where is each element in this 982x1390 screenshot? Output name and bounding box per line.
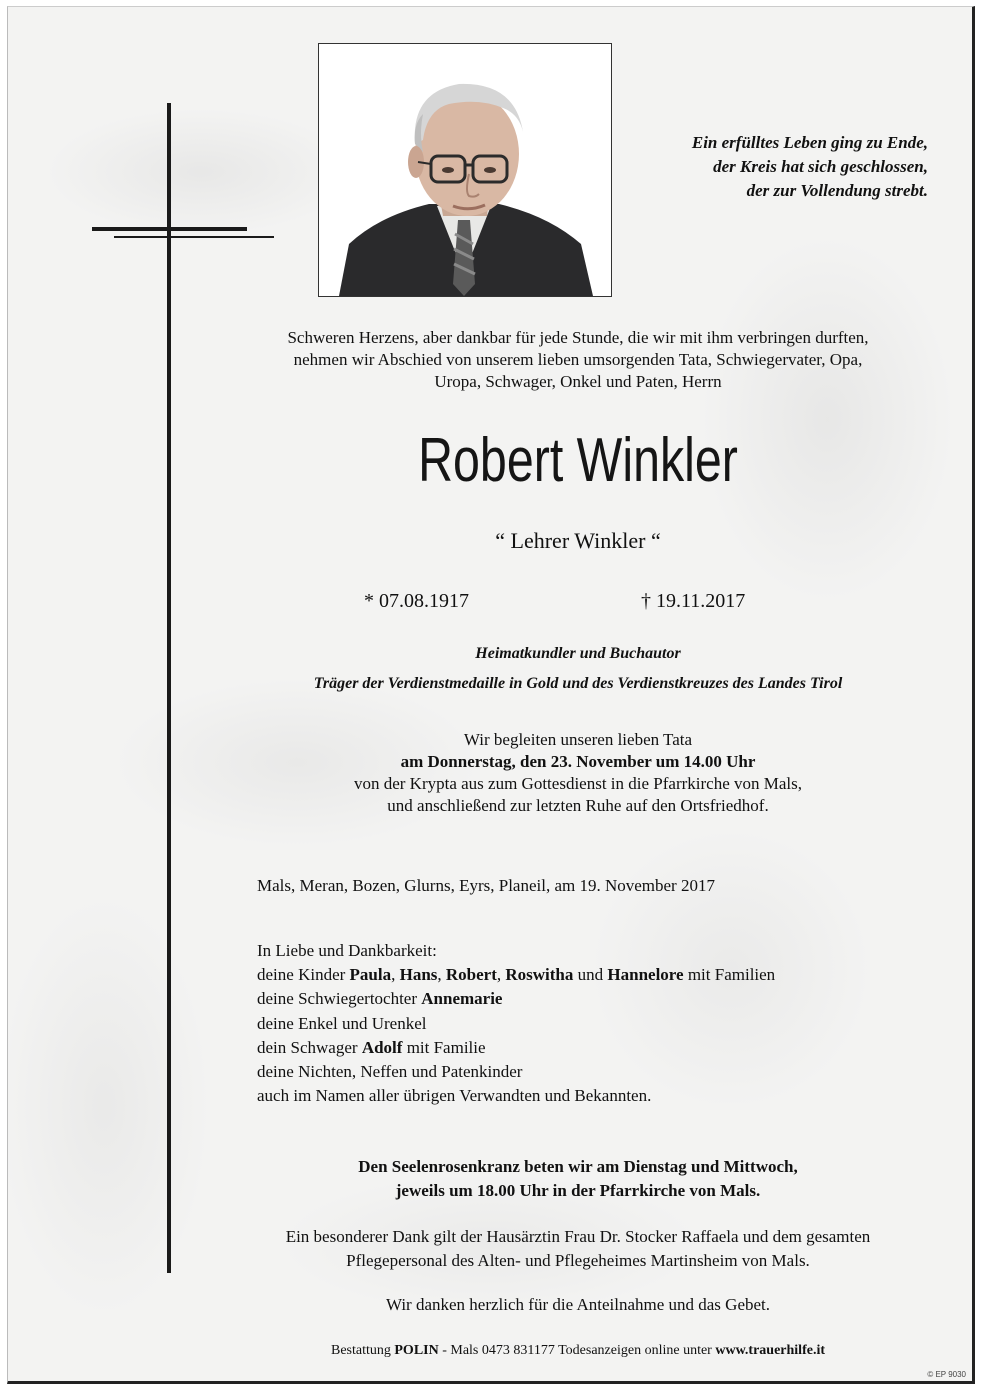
motto-line: der Kreis hat sich geschlossen, <box>713 157 928 176</box>
portrait-illustration <box>319 44 611 296</box>
mourners-children: deine Kinder Paula, Hans, Robert, Roswitha und Hannelore mit Familien <box>257 965 776 985</box>
funeral-details <box>208 729 948 817</box>
mourners-brother-in-law: dein Schwager Adolf mit Familie <box>257 1037 486 1057</box>
cross-horizontal-bar <box>92 227 247 231</box>
intro-line: nehmen wir Abschied von unserem lieben umsorgenden Tata, Schwiegervater, Opa, <box>293 350 863 369</box>
mourners-heading: In Liebe und Dankbarkeit: <box>257 941 437 960</box>
honors-titles <box>208 639 948 699</box>
thanks-line: Pflegepersonal des Alten- und Pflegeheimes Martinsheim von Mals. <box>346 1251 810 1270</box>
birth-date: * 07.08.1917 <box>364 590 469 612</box>
cross-vertical-bar <box>167 103 171 1273</box>
funeral-line: von der Krypta aus zum Gottesdienst in die Pfarrkirche von Mals, <box>353 774 803 793</box>
funeral-datetime: am Donnerstag, den 23. November um 14.00 Uhr <box>400 752 756 771</box>
special-thanks <box>208 1225 948 1273</box>
gratitude-line: Wir danken herzlich für die Anteilnahme und das Gebet. <box>385 1295 771 1314</box>
intro-line: Uropa, Schwager, Onkel und Paten, Herrn <box>434 372 722 391</box>
funeral-home-name: POLIN <box>394 1343 439 1358</box>
intro-line: Schweren Herzens, aber dankbar für jede Stunde, die wir mit ihm verbringen durften, <box>287 328 869 347</box>
thanks-line: Ein besonderer Dank gilt der Hausärztin Frau Dr. Stocker Raffaela und dem gesamten <box>285 1227 871 1246</box>
motto-line: der zur Vollendung strebt. <box>746 181 928 200</box>
funeral-home-footer: Bestattung POLIN - Mals 0473 831177 Todesanzeigen online unter www.trauerhilfe.it <box>330 1343 826 1358</box>
title-line: Heimatkundler und Buchautor <box>475 645 681 662</box>
funeral-line: Wir begleiten unseren lieben Tata <box>463 730 693 749</box>
obituary-sheet <box>7 6 975 1384</box>
print-code: © EP 9030 <box>927 1370 966 1379</box>
place-and-date: Mals, Meran, Bozen, Glurns, Eyrs, Planeil, am 19. November 2017 <box>257 876 715 895</box>
funeral-line: und anschließend zur letzten Ruhe auf den Ortsfriedhof. <box>387 796 769 815</box>
death-date: † 19.11.2017 <box>641 590 746 612</box>
deceased-name: Robert Winkler <box>418 426 738 495</box>
mourners-list <box>257 939 775 1108</box>
mourners-grandchildren: deine Enkel und Urenkel <box>257 1013 427 1033</box>
title-line: Träger der Verdienstmedaille in Gold und des Verdienstkreuzes des Landes Tirol <box>313 675 843 692</box>
portrait-photo <box>318 43 612 297</box>
motto-line: Ein erfülltes Leben ging zu Ende, <box>691 133 928 152</box>
deceased-nickname: “ Lehrer Winkler “ <box>495 528 661 553</box>
rosary-line: jeweils um 18.00 Uhr in der Pfarrkirche von Mals. <box>395 1181 761 1200</box>
funeral-home-website: www.trauerhilfe.it <box>715 1343 826 1358</box>
cross-horizontal-shadow-bar <box>114 236 274 238</box>
mourners-nieces: deine Nichten, Neffen und Patenkinder <box>257 1062 523 1082</box>
rosary-line: Den Seelenrosenkranz beten wir am Dienstag und Mittwoch, <box>358 1157 798 1176</box>
mourners-daughter-in-law: deine Schwiegertochter Annemarie <box>257 989 503 1009</box>
motto-verse <box>608 131 928 203</box>
mourners-relatives: auch im Namen aller übrigen Verwandten und Bekannten. <box>257 1086 652 1106</box>
rosary-notice <box>208 1155 948 1203</box>
intro-paragraph <box>208 327 948 393</box>
